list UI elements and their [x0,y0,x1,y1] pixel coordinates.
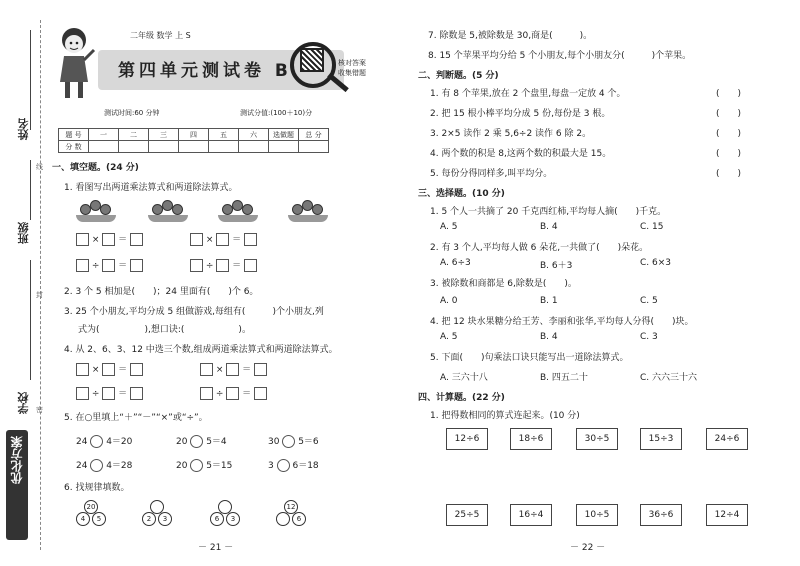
q2-text: 2. 3 个 5 相加是( )；24 里面有( )个 6。 [64,287,259,297]
page-title: 第四单元测试卷 B [118,61,292,81]
choice-option-a[interactable]: A. 5 [440,332,458,342]
q4-div-1: ÷ ＝ [76,386,143,400]
fruit-bowl-icon [148,200,188,222]
q8-text: 8. 15 个苹果平均分给 5 个小朋友,每个小朋友分( )个苹果。 [428,51,692,61]
judge-item-5: 5. 每份分得同样多,叫平均分。 [430,169,553,179]
score-table-row: 分 数 [59,141,329,153]
name-line [30,30,31,130]
q4-mul-2: × ＝ [200,362,267,376]
choice-option-b[interactable]: B. 四五二十 [540,373,588,383]
calc-card-bottom[interactable]: 36÷6 [640,504,682,526]
choice-option-a[interactable]: A. 5 [440,222,458,232]
judge-item-1: 1. 有 8 个苹果,放在 2 个盘里,每盘一定放 4 个。 [430,89,626,99]
q4-text: 4. 从 2、6、3、12 中选三个数,组成两道乘法算式和两道除法算式。 [64,345,338,355]
q5-item: 20 5＝15 [176,461,233,471]
choice-option-b[interactable]: B. 4 [540,222,558,232]
section-4-title: 四、计算题。(22 分) [418,393,505,403]
q3-text-a: 3. 25 个小朋友,平均分成 5 组做游戏,每组有( )个小朋友,列 [64,307,324,317]
judge-answer-4[interactable]: ( ) [716,149,742,159]
q5-item: 24 4＝28 [76,461,133,471]
calc-card-top[interactable]: 24÷6 [706,428,748,450]
q3-text-b: 式为( ),想口诀:( )。 [78,325,251,335]
q1-text: 1. 看图写出两道乘法算式和两道除法算式。 [64,183,238,193]
choice-question-1: 1. 5 个人一共摘了 20 千克西红柿,平均每人摘( )千克。 [430,207,667,217]
page-number-right: － 22 － [570,543,606,553]
test-time: 测试时间:60 分钟 [104,109,160,117]
choice-question-5: 5. 下面( )句乘法口诀只能写出一道除法算式。 [430,353,629,363]
judge-answer-5[interactable]: ( ) [716,169,742,179]
q5-item: 30 5＝6 [268,437,319,447]
q5-item: 3 6＝18 [268,461,319,471]
choice-question-2: 2. 有 3 个人,平均每人做 6 朵花,一共做了( )朵花。 [430,243,649,253]
q7-text: 7. 除数是 5,被除数是 30,商是( )。 [428,31,593,41]
choice-option-a[interactable]: A. 三六十八 [440,373,488,383]
choice-question-3: 3. 被除数和商都是 6,除数是( )。 [430,279,577,289]
name-label: 姓名 [17,118,30,140]
q1-div-2: ÷ ＝ [190,258,257,272]
q5-item: 24 4＝20 [76,437,133,447]
calc-card-bottom[interactable]: 25÷5 [446,504,488,526]
test-score: 测试分值:(100＋10)分 [240,109,313,117]
choice-option-a[interactable]: A. 6÷3 [440,258,471,268]
choice-option-c[interactable]: C. 5 [640,296,658,306]
mark-xian: 线 [36,163,43,171]
calc-card-bottom[interactable]: 16÷4 [510,504,552,526]
mark-feng: 封 [36,291,43,299]
q5-item: 20 5＝4 [176,437,227,447]
q4-mul-1: × ＝ [76,362,143,376]
judge-answer-2[interactable]: ( ) [716,109,742,119]
q1-mul-2: × ＝ [190,232,257,246]
score-table-header: 题 号 一 二 三 四 五 六 选做题 总 分 [59,129,329,141]
fruit-bowl-icon [218,200,258,222]
class-label: 班级 [17,222,30,244]
qr-code-icon[interactable] [300,48,324,72]
section-2-title: 二、判断题。(5 分) [418,71,499,81]
calc-card-top[interactable]: 30÷5 [576,428,618,450]
school-label: 学校 [17,392,30,414]
choice-option-a[interactable]: A. 0 [440,296,458,306]
q5-text: 5. 在○里填上“＋”“－”“×”或“÷”。 [64,413,208,423]
qr-caption: 核对答案 收集错题 [338,59,366,77]
judge-item-4: 4. 两个数的积是 8,这两个数的积最大是 15。 [430,149,612,159]
q1-div-1: ÷ ＝ [76,258,143,272]
mascot-icon [52,24,96,102]
section-1-title: 一、填空题。(24 分) [52,163,139,173]
q4-div-2: ÷ ＝ [200,386,267,400]
choice-option-b[interactable]: B. 1 [540,296,558,306]
choice-option-c[interactable]: C. 3 [640,332,658,342]
choice-option-c[interactable]: C. 15 [640,222,664,232]
choice-option-b[interactable]: B. 6＋3 [540,261,573,271]
calc-card-bottom[interactable]: 10÷5 [576,504,618,526]
calc-card-bottom[interactable]: 12÷4 [706,504,748,526]
calc-card-top[interactable]: 15÷3 [640,428,682,450]
choice-option-c[interactable]: C. 6×3 [640,258,671,268]
judge-answer-1[interactable]: ( ) [716,89,742,99]
connect-instruction: 1. 把得数相同的算式连起来。(10 分) [430,411,580,421]
score-table [58,128,329,153]
page-number-left: － 21 － [198,543,234,553]
q1-mul-1: × ＝ [76,232,143,246]
judge-item-2: 2. 把 15 根小棒平均分成 5 份,每份是 3 根。 [430,109,611,119]
school-line [30,260,31,380]
choice-option-c[interactable]: C. 六六三十六 [640,373,698,383]
mark-mi: 密 [36,406,43,414]
brand-logo: 优化方案 [6,430,28,540]
judge-answer-3[interactable]: ( ) [716,129,742,139]
choice-option-b[interactable]: B. 4 [540,332,558,342]
fruit-bowl-icon [76,200,116,222]
q6-text: 6. 找规律填数。 [64,483,130,493]
cut-line [40,20,41,550]
grade-line: 二年级 数学 上 S [130,31,191,40]
fruit-bowl-icon [288,200,328,222]
section-3-title: 三、选择题。(10 分) [418,189,505,199]
choice-question-4: 4. 把 12 块水果糖分给王芳、李丽和张华,平均每人分得( )块。 [430,317,694,327]
calc-card-top[interactable]: 18÷6 [510,428,552,450]
calc-card-top[interactable]: 12÷6 [446,428,488,450]
class-line [30,160,31,220]
judge-item-3: 3. 2×5 读作 2 乘 5,6÷2 读作 6 除 2。 [430,129,592,139]
